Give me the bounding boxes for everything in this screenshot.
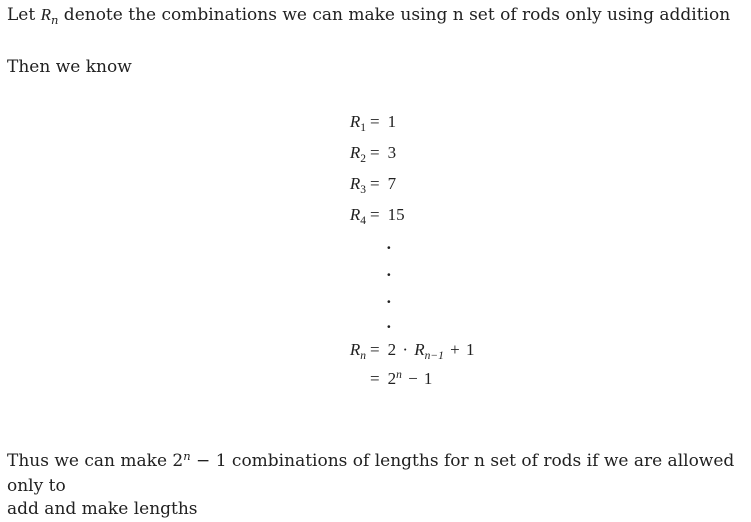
- math-sub-2: 2: [360, 153, 366, 165]
- recurrence-coefficient: 2 ·: [387, 340, 415, 359]
- equals-sign: =: [370, 112, 380, 131]
- equals-sign: =: [370, 205, 380, 224]
- conclusion-line1-pre: Thus we can make 2: [7, 451, 184, 471]
- math-var-R: R: [349, 340, 361, 359]
- math-var-R: R: [40, 5, 51, 24]
- equation-recurrence: [0, 339, 751, 363]
- intro-paragraph: [7, 3, 730, 29]
- math-sub-n: n: [50, 13, 59, 27]
- math-var-R: R: [414, 340, 425, 359]
- equation-rhs: [366, 173, 751, 197]
- vdots-dot: ·: [386, 317, 392, 336]
- equation-value: 1: [387, 112, 397, 131]
- math-sub-n: n: [360, 350, 366, 362]
- closed-form-minus-one: − 1: [401, 369, 433, 388]
- equation-lhs-empty: [0, 368, 366, 392]
- intro-text-post: denote the combinations we can make using n set of rods only using addition: [58, 5, 731, 25]
- math-sup-n: n: [396, 369, 402, 381]
- math-var-R: R: [349, 143, 361, 162]
- equation-r3: [0, 173, 751, 197]
- equation-r1: [0, 111, 751, 135]
- intro-text-pre: Let: [7, 5, 41, 25]
- closed-form-base: 2: [387, 369, 397, 388]
- equation-r4: [0, 204, 751, 228]
- vdots-dot: ·: [386, 238, 392, 257]
- equation-lhs: [0, 204, 366, 228]
- equation-closed-form: [0, 368, 751, 392]
- equation-rhs: [366, 111, 751, 135]
- math-sub-3: 3: [360, 184, 366, 196]
- conclusion-line1-post: − 1 combinations of lengths for n set of rods if we are allowed only to: [7, 451, 735, 496]
- conclusion-line2: add and make lengths: [7, 499, 198, 519]
- equals-sign: =: [370, 174, 380, 193]
- math-sub-1: 1: [360, 122, 366, 134]
- equals-sign: =: [370, 340, 380, 359]
- math-sub-4: 4: [360, 215, 366, 227]
- then-we-know-text: Then we know: [7, 57, 132, 77]
- equation-rhs: [366, 204, 751, 228]
- equation-r2: [0, 142, 751, 166]
- equation-lhs: [0, 339, 366, 363]
- vdots-dot: ·: [386, 292, 392, 311]
- recurrence-plus-one: + 1: [443, 340, 475, 359]
- equation-lhs: [0, 173, 366, 197]
- equation-lhs: [0, 111, 366, 135]
- math-var-R: R: [349, 205, 361, 224]
- conclusion-line1: [7, 451, 734, 496]
- conclusion-paragraph: [7, 450, 747, 522]
- equals-sign: =: [370, 369, 380, 388]
- equation-rhs: [366, 339, 751, 363]
- math-var-R: R: [349, 174, 361, 193]
- equation-rhs: [366, 368, 751, 392]
- math-sup-n: n: [183, 449, 191, 463]
- equation-value: 3: [387, 143, 397, 162]
- equation-lhs: [0, 142, 366, 166]
- math-var-R: R: [349, 112, 361, 131]
- equals-sign: =: [370, 143, 380, 162]
- equation-value: 15: [387, 205, 405, 224]
- equation-value: 7: [387, 174, 397, 193]
- equation-rhs: [366, 142, 751, 166]
- math-sub-n-minus-1: n−1: [424, 350, 444, 362]
- vdots-dot: ·: [386, 265, 392, 284]
